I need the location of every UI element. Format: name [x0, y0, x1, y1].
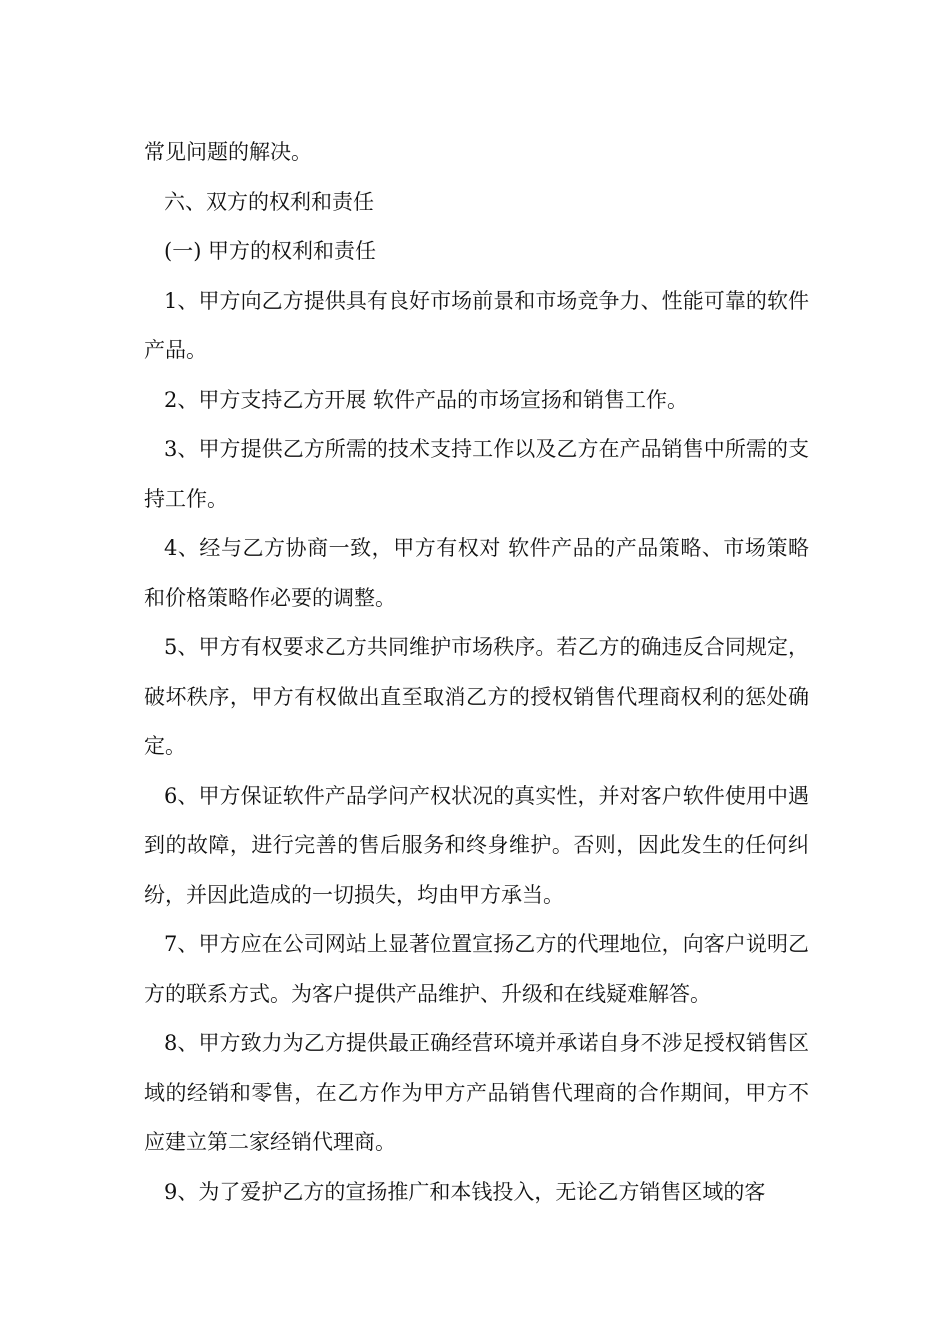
paragraph-continuation: 常见问题的解决。: [144, 140, 312, 164]
clause-4: 4、经与乙方协商一致，甲方有权对 软件产品的产品策略、市场策略和价格策略作必要的调整。: [144, 536, 809, 610]
document-body: [144, 128, 809, 1217]
subsection-heading: (一) 甲方的权利和责任: [164, 239, 377, 263]
clause-7: 7、甲方应在公司网站上显著位置宣扬乙方的代理地位，向客户说明乙方的联系方式。为客户提供产品维护、升级和在线疑难解答。: [144, 932, 809, 1006]
clause-5: 5、甲方有权要求乙方共同维护市场秩序。若乙方的确违反合同规定，破坏秩序，甲方有权做出直至取消乙方的授权销售代理商权利的惩处确定。: [144, 635, 809, 758]
clause-3: 3、甲方提供乙方所需的技术支持工作以及乙方在产品销售中所需的支持工作。: [144, 437, 809, 511]
clause-6: 6、甲方保证软件产品学问产权状况的真实性，并对客户软件使用中遇到的故障，进行完善的售后服务和终身维护。否则，因此发生的任何纠纷，并因此造成的一切损失，均由甲方承当。: [144, 783, 809, 907]
clause-8: 8、甲方致力为乙方提供最正确经营环境并承诺自身不涉足授权销售区域的经销和零售，在乙方作为甲方产品销售代理商的合作期间，甲方不应建立第二家经销代理商。: [144, 1031, 809, 1154]
clause-9: 9、为了爱护乙方的宣扬推广和本钱投入，无论乙方销售区域的客: [164, 1179, 766, 1204]
section-heading: 六、双方的权利和责任: [164, 189, 374, 214]
clause-1: 1、甲方向乙方提供具有良好市场前景和市场竞争力、性能可靠的软件产品。: [144, 288, 809, 362]
clause-2: 2、甲方支持乙方开展 软件产品的市场宣扬和销售工作。: [164, 387, 689, 412]
